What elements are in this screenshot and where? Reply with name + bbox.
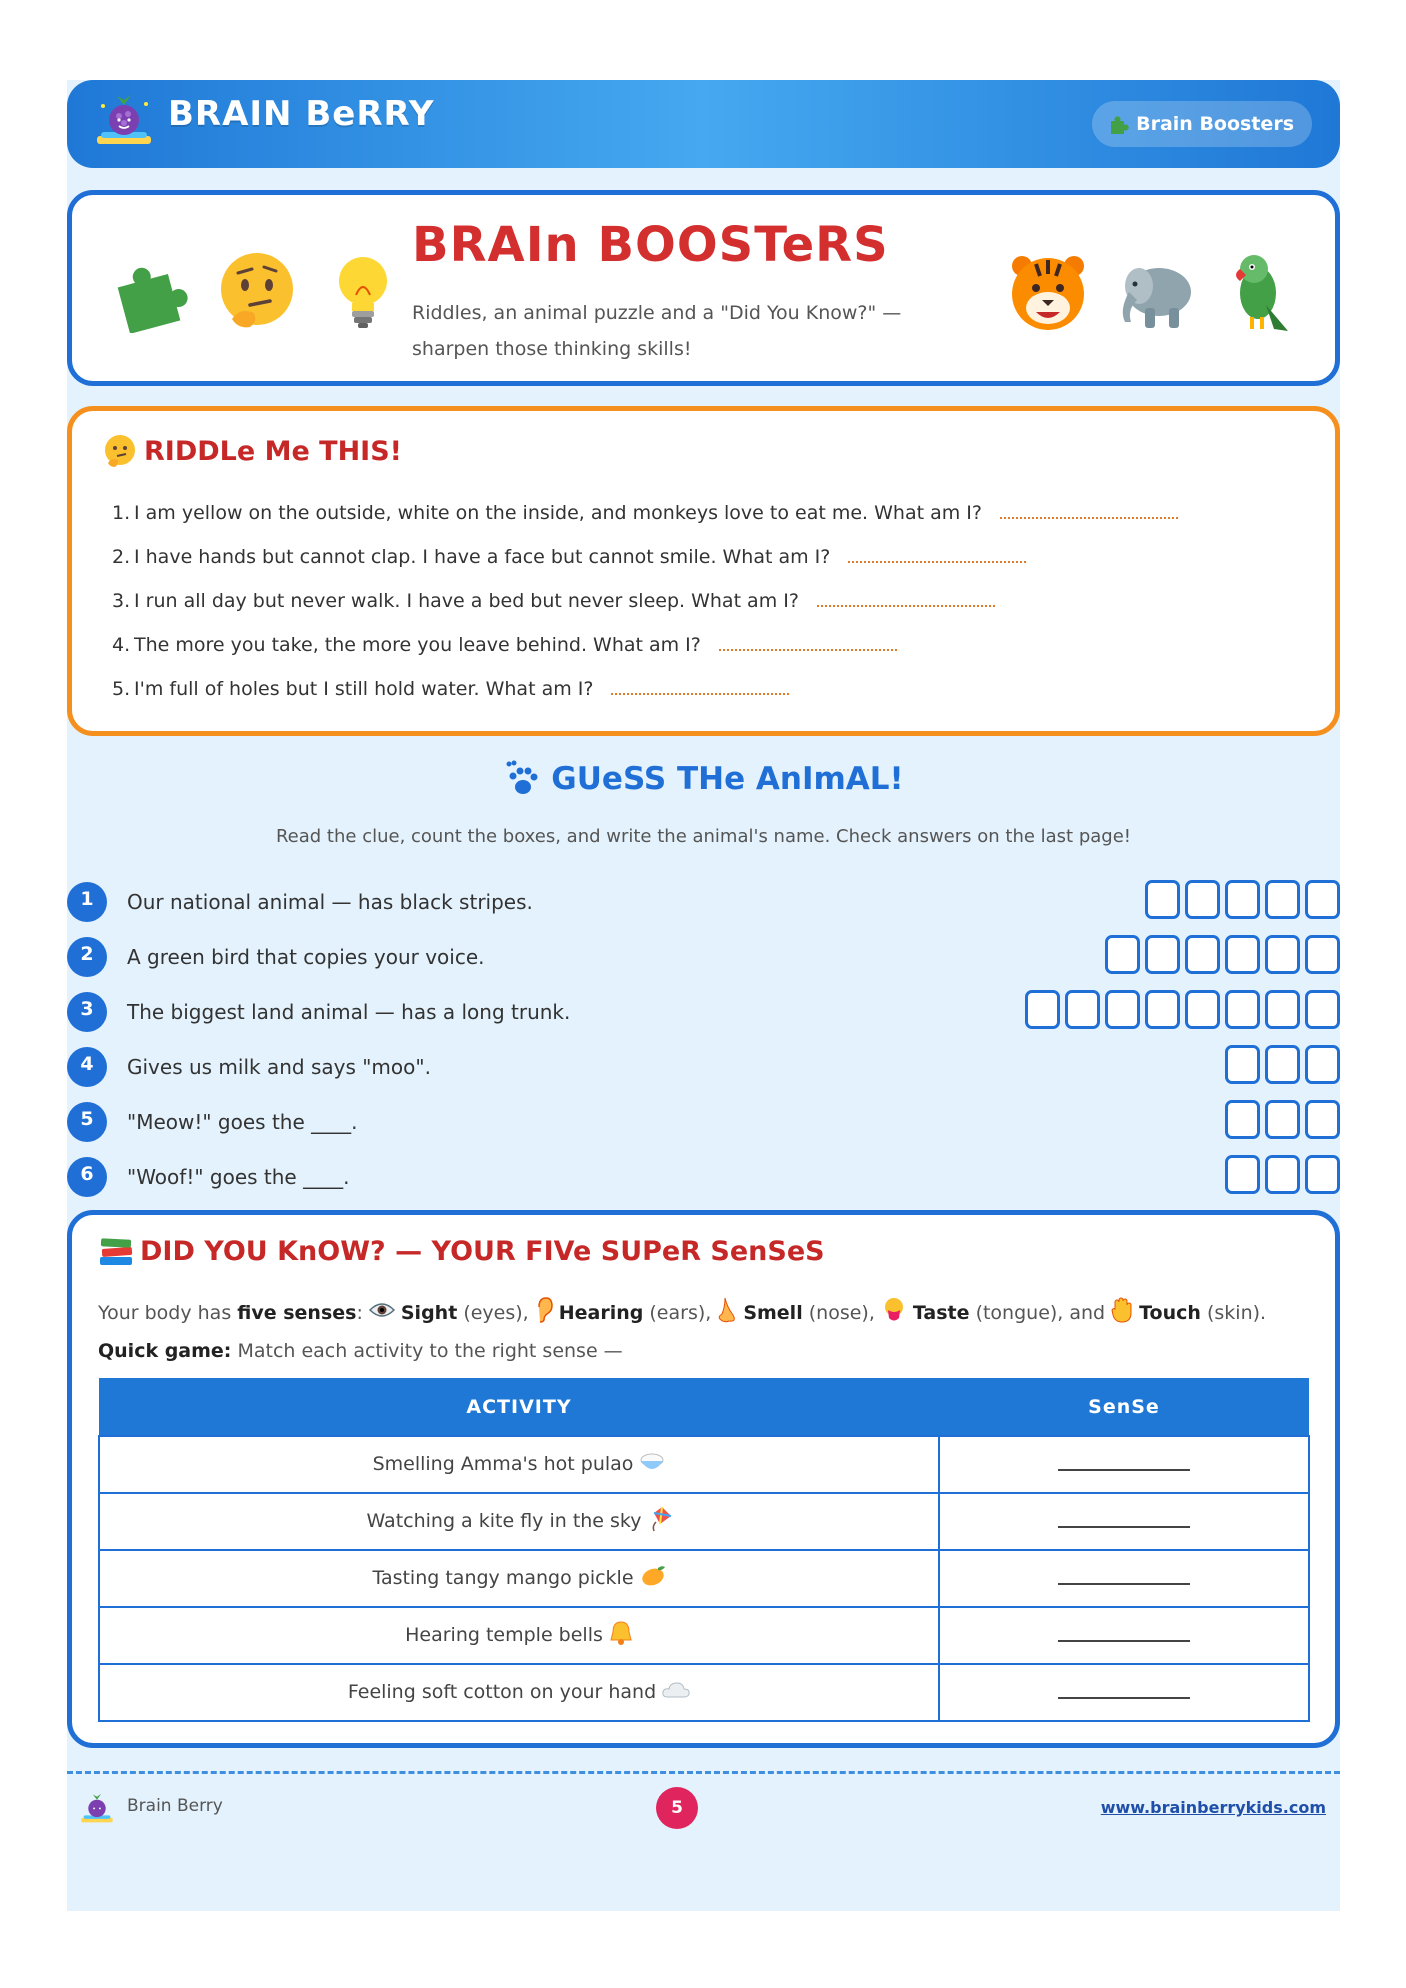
letter-box[interactable] — [1105, 935, 1140, 974]
letter-box[interactable] — [1105, 990, 1140, 1029]
letter-box[interactable] — [1265, 880, 1300, 919]
letter-box[interactable] — [1265, 1100, 1300, 1139]
letter-box[interactable] — [1305, 935, 1340, 974]
clue-text: The biggest land animal — has a long trunk. — [127, 1000, 571, 1024]
letter-boxes — [1145, 880, 1340, 919]
list-item — [112, 579, 1178, 623]
senses-match-table — [98, 1378, 1310, 1722]
mango-icon — [640, 1565, 666, 1592]
sense-part: (eyes), — [463, 1301, 529, 1324]
eye-icon — [369, 1301, 395, 1324]
footer-link[interactable]: www.brainberrykids.com — [1100, 1798, 1326, 1817]
sense-answer-cell[interactable] — [939, 1664, 1309, 1721]
section-badge-label: Brain Boosters — [1136, 113, 1294, 135]
letter-boxes — [1225, 1155, 1340, 1194]
activity-text: Smelling Amma's hot pulao — [372, 1453, 634, 1475]
table-row — [99, 1550, 1309, 1607]
activity-text: Tasting tangy mango pickle — [372, 1567, 634, 1589]
footer-brand: Brain Berry — [127, 1796, 223, 1816]
quick-game-line — [98, 1340, 623, 1362]
letter-box[interactable] — [1305, 990, 1340, 1029]
letter-box[interactable] — [1225, 935, 1260, 974]
letter-box[interactable] — [1185, 935, 1220, 974]
tiger-face-icon — [1003, 247, 1093, 337]
page-header — [67, 80, 1340, 168]
brand-name: BRAIN BeRRY — [168, 94, 435, 134]
riddle-text: I have hands but cannot clap. I have a face but cannot smile. What am I? — [134, 546, 831, 568]
guess-heading — [67, 760, 1340, 798]
activity-cell — [99, 1493, 939, 1550]
letter-box[interactable] — [1305, 880, 1340, 919]
animal-clue-row — [67, 990, 1340, 1036]
table-row — [99, 1436, 1309, 1493]
riddle-text: I'm full of holes but I still hold water. What am I? — [134, 678, 594, 700]
guess-heading-text: GUeSS THe AnImAL! — [551, 761, 904, 797]
ear-icon — [535, 1297, 553, 1328]
paw-prints-icon — [503, 760, 543, 798]
page-number: 5 — [656, 1787, 698, 1829]
clue-number-badge: 3 — [67, 992, 107, 1032]
column-header-activity: ACTIVITY — [99, 1378, 939, 1436]
sense-answer-cell[interactable] — [939, 1493, 1309, 1550]
animal-clue-row — [67, 1100, 1340, 1146]
sense-name: Sight — [400, 1301, 458, 1324]
riddle-heading-text: RIDDLe Me THIS! — [144, 435, 402, 467]
letter-box[interactable] — [1265, 935, 1300, 974]
activity-cell — [99, 1550, 939, 1607]
elephant-icon — [1109, 247, 1199, 337]
riddle-number: 5. — [112, 678, 131, 700]
letter-boxes — [1105, 935, 1340, 974]
letter-box[interactable] — [1225, 880, 1260, 919]
table-row — [99, 1493, 1309, 1550]
footer-divider — [67, 1771, 1340, 1774]
clue-text: Gives us milk and says "moo". — [127, 1055, 431, 1079]
sense-name: Touch — [1139, 1301, 1201, 1324]
clue-number-badge: 6 — [67, 1157, 107, 1197]
rice-bowl-icon — [639, 1451, 665, 1478]
did-you-know-panel — [67, 1210, 1340, 1748]
page-subtitle: Riddles, an animal puzzle and a "Did You Know?" — sharpen those thinking skills! — [412, 302, 902, 360]
light-bulb-icon — [318, 247, 408, 337]
clue-number-badge: 1 — [67, 882, 107, 922]
hand-icon — [1111, 1297, 1133, 1328]
sense-name: Smell — [743, 1301, 803, 1324]
letter-boxes — [1225, 1045, 1340, 1084]
answer-blank[interactable] — [1058, 1685, 1190, 1699]
letter-box[interactable] — [1065, 990, 1100, 1029]
animal-clue-row — [67, 880, 1340, 926]
worksheet-page — [67, 80, 1340, 1911]
answer-line[interactable] — [719, 639, 897, 651]
riddle-panel — [67, 406, 1340, 736]
sense-answer-cell[interactable] — [939, 1436, 1309, 1493]
letter-box[interactable] — [1305, 1155, 1340, 1194]
table-row — [99, 1607, 1309, 1664]
clue-text: Our national animal — has black stripes. — [127, 890, 533, 914]
riddle-number: 1. — [112, 502, 131, 524]
letter-box[interactable] — [1145, 880, 1180, 919]
intro-text: Your body has — [98, 1301, 232, 1324]
sense-name: Taste — [912, 1301, 970, 1324]
activity-text: Feeling soft cotton on your hand — [347, 1681, 657, 1703]
list-item — [112, 491, 1178, 535]
intro-bold: five senses — [237, 1301, 357, 1324]
letter-box[interactable] — [1265, 1155, 1300, 1194]
tongue-icon — [881, 1298, 907, 1327]
animal-clue-row — [67, 1155, 1340, 1201]
riddle-list — [112, 491, 1178, 711]
bell-icon — [609, 1620, 633, 1651]
letter-box[interactable] — [1025, 990, 1060, 1029]
letter-box[interactable] — [1185, 990, 1220, 1029]
answer-blank[interactable] — [1058, 1571, 1190, 1585]
sense-part: (nose), — [808, 1301, 875, 1324]
riddle-text: I run all day but never walk. I have a bed but never sleep. What am I? — [134, 590, 799, 612]
section-badge — [1092, 101, 1312, 147]
list-item — [112, 535, 1178, 579]
letter-box[interactable] — [1265, 1045, 1300, 1084]
activity-cell — [99, 1436, 939, 1493]
clue-text: "Meow!" goes the ____. — [127, 1110, 358, 1134]
title-panel — [67, 190, 1340, 386]
activity-text: Watching a kite fly in the sky — [366, 1510, 642, 1532]
answer-blank[interactable] — [1058, 1514, 1190, 1528]
sense-part: (skin). — [1206, 1301, 1267, 1324]
sense-part: (tongue), and — [975, 1301, 1106, 1324]
thinking-face-icon — [212, 247, 302, 337]
riddle-text: I am yellow on the outside, white on the inside, and monkeys love to eat me. What am I? — [134, 502, 982, 524]
quick-game-text: Match each activity to the right sense — — [231, 1340, 623, 1362]
column-header-sense: SenSe — [939, 1378, 1309, 1436]
letter-boxes — [1225, 1100, 1340, 1139]
quick-game-label: Quick game: — [98, 1340, 232, 1362]
riddle-heading — [102, 433, 402, 469]
clue-number-badge: 4 — [67, 1047, 107, 1087]
animal-clue-row — [67, 1045, 1340, 1091]
answer-blank[interactable] — [1058, 1457, 1190, 1471]
letter-box[interactable] — [1225, 1155, 1260, 1194]
berry-logo-icon — [79, 1792, 115, 1826]
intro-colon: : — [356, 1301, 363, 1324]
activity-text: Hearing temple bells — [405, 1624, 603, 1646]
activity-cell — [99, 1607, 939, 1664]
sense-answer-cell[interactable] — [939, 1607, 1309, 1664]
answer-line[interactable] — [848, 551, 1026, 563]
letter-box[interactable] — [1225, 1045, 1260, 1084]
clue-number-badge: 5 — [67, 1102, 107, 1142]
answer-blank[interactable] — [1058, 1628, 1190, 1642]
title-icons-right — [1003, 247, 1305, 337]
sense-name: Hearing — [558, 1301, 644, 1324]
riddle-number: 2. — [112, 546, 131, 568]
activity-cell — [99, 1664, 939, 1721]
clue-number-badge: 2 — [67, 937, 107, 977]
puzzle-icon — [106, 247, 196, 337]
books-icon — [98, 1235, 134, 1267]
letter-boxes — [1025, 990, 1340, 1029]
letter-box[interactable] — [1265, 990, 1300, 1029]
clue-text: A green bird that copies your voice. — [127, 945, 485, 969]
animal-clue-row — [67, 935, 1340, 981]
nose-icon — [717, 1297, 737, 1328]
table-row — [99, 1664, 1309, 1721]
cloud-icon — [662, 1681, 690, 1704]
guess-instructions: Read the clue, count the boxes, and write the animal's name. Check answers on the last page! — [275, 826, 1132, 847]
puzzle-icon — [1108, 113, 1130, 135]
title-icons-left — [106, 247, 408, 337]
riddle-text: The more you take, the more you leave behind. What am I? — [134, 634, 701, 656]
list-item — [112, 667, 1178, 711]
letter-box[interactable] — [1305, 1045, 1340, 1084]
answer-line[interactable] — [1000, 507, 1178, 519]
answer-line[interactable] — [611, 683, 789, 695]
riddle-number: 4. — [112, 634, 131, 656]
kite-icon — [648, 1506, 672, 1537]
riddle-number: 3. — [112, 590, 131, 612]
thinking-face-icon — [102, 433, 138, 469]
page-title: BRAIn BOOSTeRS — [412, 217, 889, 273]
know-heading-text: DID YOU KnOW? — YOUR FIVe SUPeR SenSeS — [140, 1235, 825, 1267]
berry-logo-icon — [93, 92, 155, 150]
clue-text: "Woof!" goes the ____. — [127, 1165, 350, 1189]
letter-box[interactable] — [1145, 935, 1180, 974]
letter-box[interactable] — [1145, 990, 1180, 1029]
sense-part: (ears), — [649, 1301, 712, 1324]
know-heading — [98, 1235, 825, 1267]
letter-box[interactable] — [1305, 1100, 1340, 1139]
sense-answer-cell[interactable] — [939, 1550, 1309, 1607]
parrot-icon — [1215, 247, 1305, 337]
answer-line[interactable] — [817, 595, 995, 607]
letter-box[interactable] — [1225, 990, 1260, 1029]
list-item — [112, 623, 1178, 667]
senses-intro — [98, 1297, 1266, 1328]
letter-box[interactable] — [1225, 1100, 1260, 1139]
letter-box[interactable] — [1185, 880, 1220, 919]
